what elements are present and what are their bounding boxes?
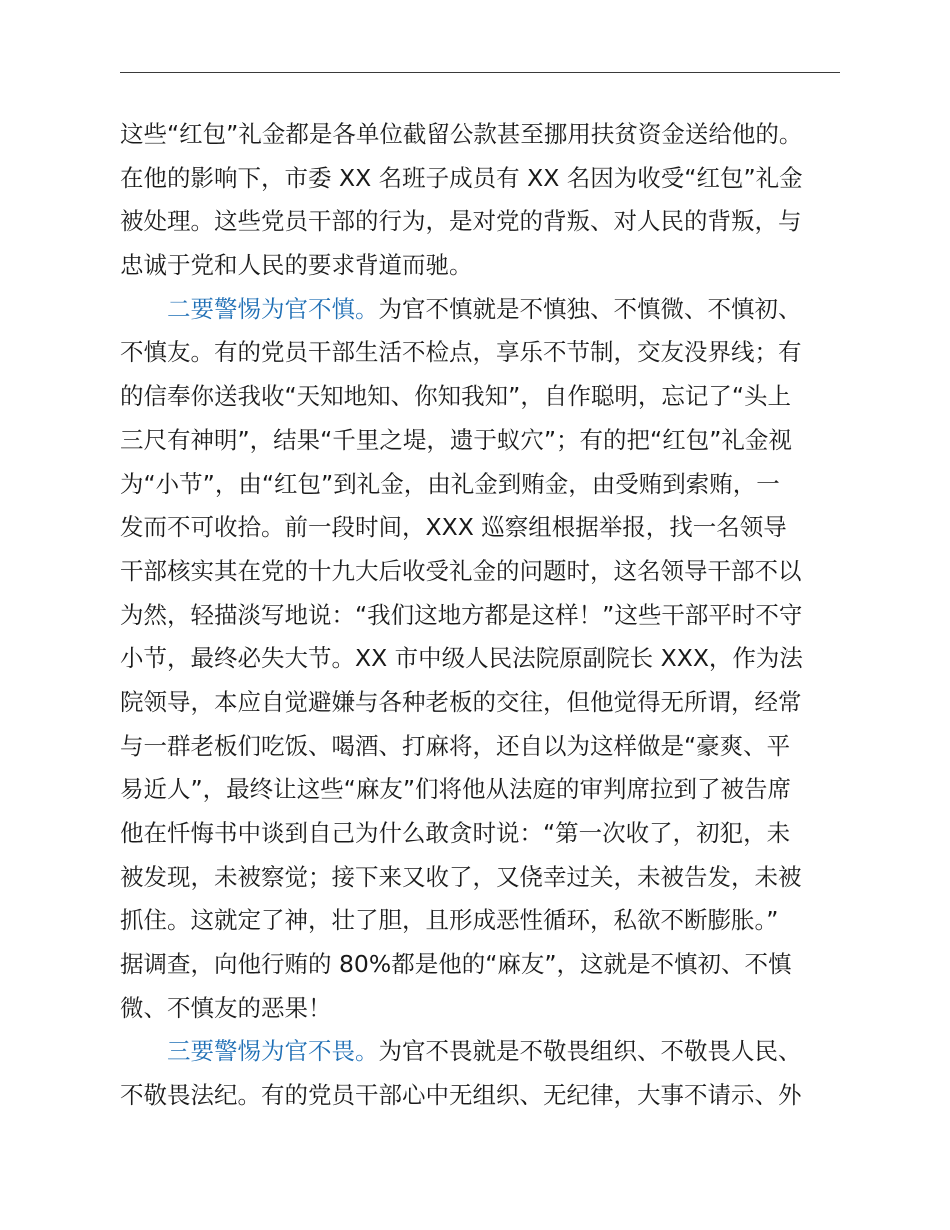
paragraph-start-line: [120, 1030, 844, 1074]
text-line: 微、不慎友的恶果！: [120, 993, 332, 1022]
text-run: 为官不畏就是不敬畏组织、不敬畏人民、: [378, 1037, 802, 1066]
text-line: 为然，轻描淡写地说：“我们这地方都是这样！”这些干部平时不守: [120, 600, 803, 629]
text-line: 的信奉你送我收“天知地知、你知我知”，自作聪明，忘记了“头上: [120, 382, 792, 411]
text-run: 为官不慎就是不慎独、不慎微、不慎初、: [378, 294, 802, 323]
text-line: 在他的影响下，市委 XX 名班子成员有 XX 名因为收受“红包”礼金: [120, 163, 803, 192]
text-line: 忠诚于党和人民的要求背道而驰。: [120, 251, 473, 280]
header-rule: [120, 72, 840, 73]
paragraph-start-line: [120, 288, 844, 332]
section-heading: 二要警惕为官不慎。: [167, 294, 379, 323]
text-line: 被发现，未被察觉；接下来又收了，又侥幸过关，未被告发，未被: [120, 862, 802, 891]
text-line: 易近人”，最终让这些“麻友”们将他从法庭的审判席拉到了被告席: [120, 775, 792, 804]
text-line: 这些“红包”礼金都是各单位截留公款甚至挪用扶贫资金送给他的。: [120, 120, 803, 148]
text-line: 干部核实其在党的十九大后收受礼金的问题时，这名领导干部不以: [120, 556, 802, 585]
text-line: 发而不可收拾。前一段时间，XXX 巡察组根据举报，找一名领导: [120, 513, 787, 542]
text-line: 小节，最终必失大节。XX 市中级人民法院原副院长 XXX，作为法: [120, 644, 803, 673]
text-line: 他在忏悔书中谈到自己为什么敢贪时说：“第一次收了，初犯，未: [120, 819, 791, 847]
text-line: 被处理。这些党员干部的行为，是对党的背叛、对人民的背叛，与: [120, 207, 802, 236]
text-line: 三尺有神明”，结果“千里之堤，遗于蚁穴”；有的把“红包”礼金视: [120, 425, 792, 454]
text-line: 院领导，本应自觉避嫌与各种老板的交往，但他觉得无所谓，经常: [120, 687, 802, 716]
text-line: 不慎友。有的党员干部生活不检点，享乐不节制，交友没界线；有: [120, 338, 802, 367]
text-line: 为“小节”，由“红包”到礼金，由礼金到贿金，由受贿到索贿，一: [120, 469, 780, 498]
text-line: 据调查，向他行贿的 80%都是他的“麻友”，这就是不慎初、不慎: [120, 950, 792, 979]
section-heading: 三要警惕为官不畏。: [167, 1037, 379, 1066]
document-body: [120, 113, 844, 1118]
text-line: 与一群老板们吃饭、喝酒、打麻将，还自以为这样做是“豪爽、平: [120, 731, 791, 760]
text-line: 不敬畏法纪。有的党员干部心中无组织、无纪律，大事不请示、外: [120, 1081, 802, 1110]
text-line: 抓住。这就定了神，壮了胆，且形成恶性循环，私欲不断膨胀。”: [120, 906, 779, 935]
